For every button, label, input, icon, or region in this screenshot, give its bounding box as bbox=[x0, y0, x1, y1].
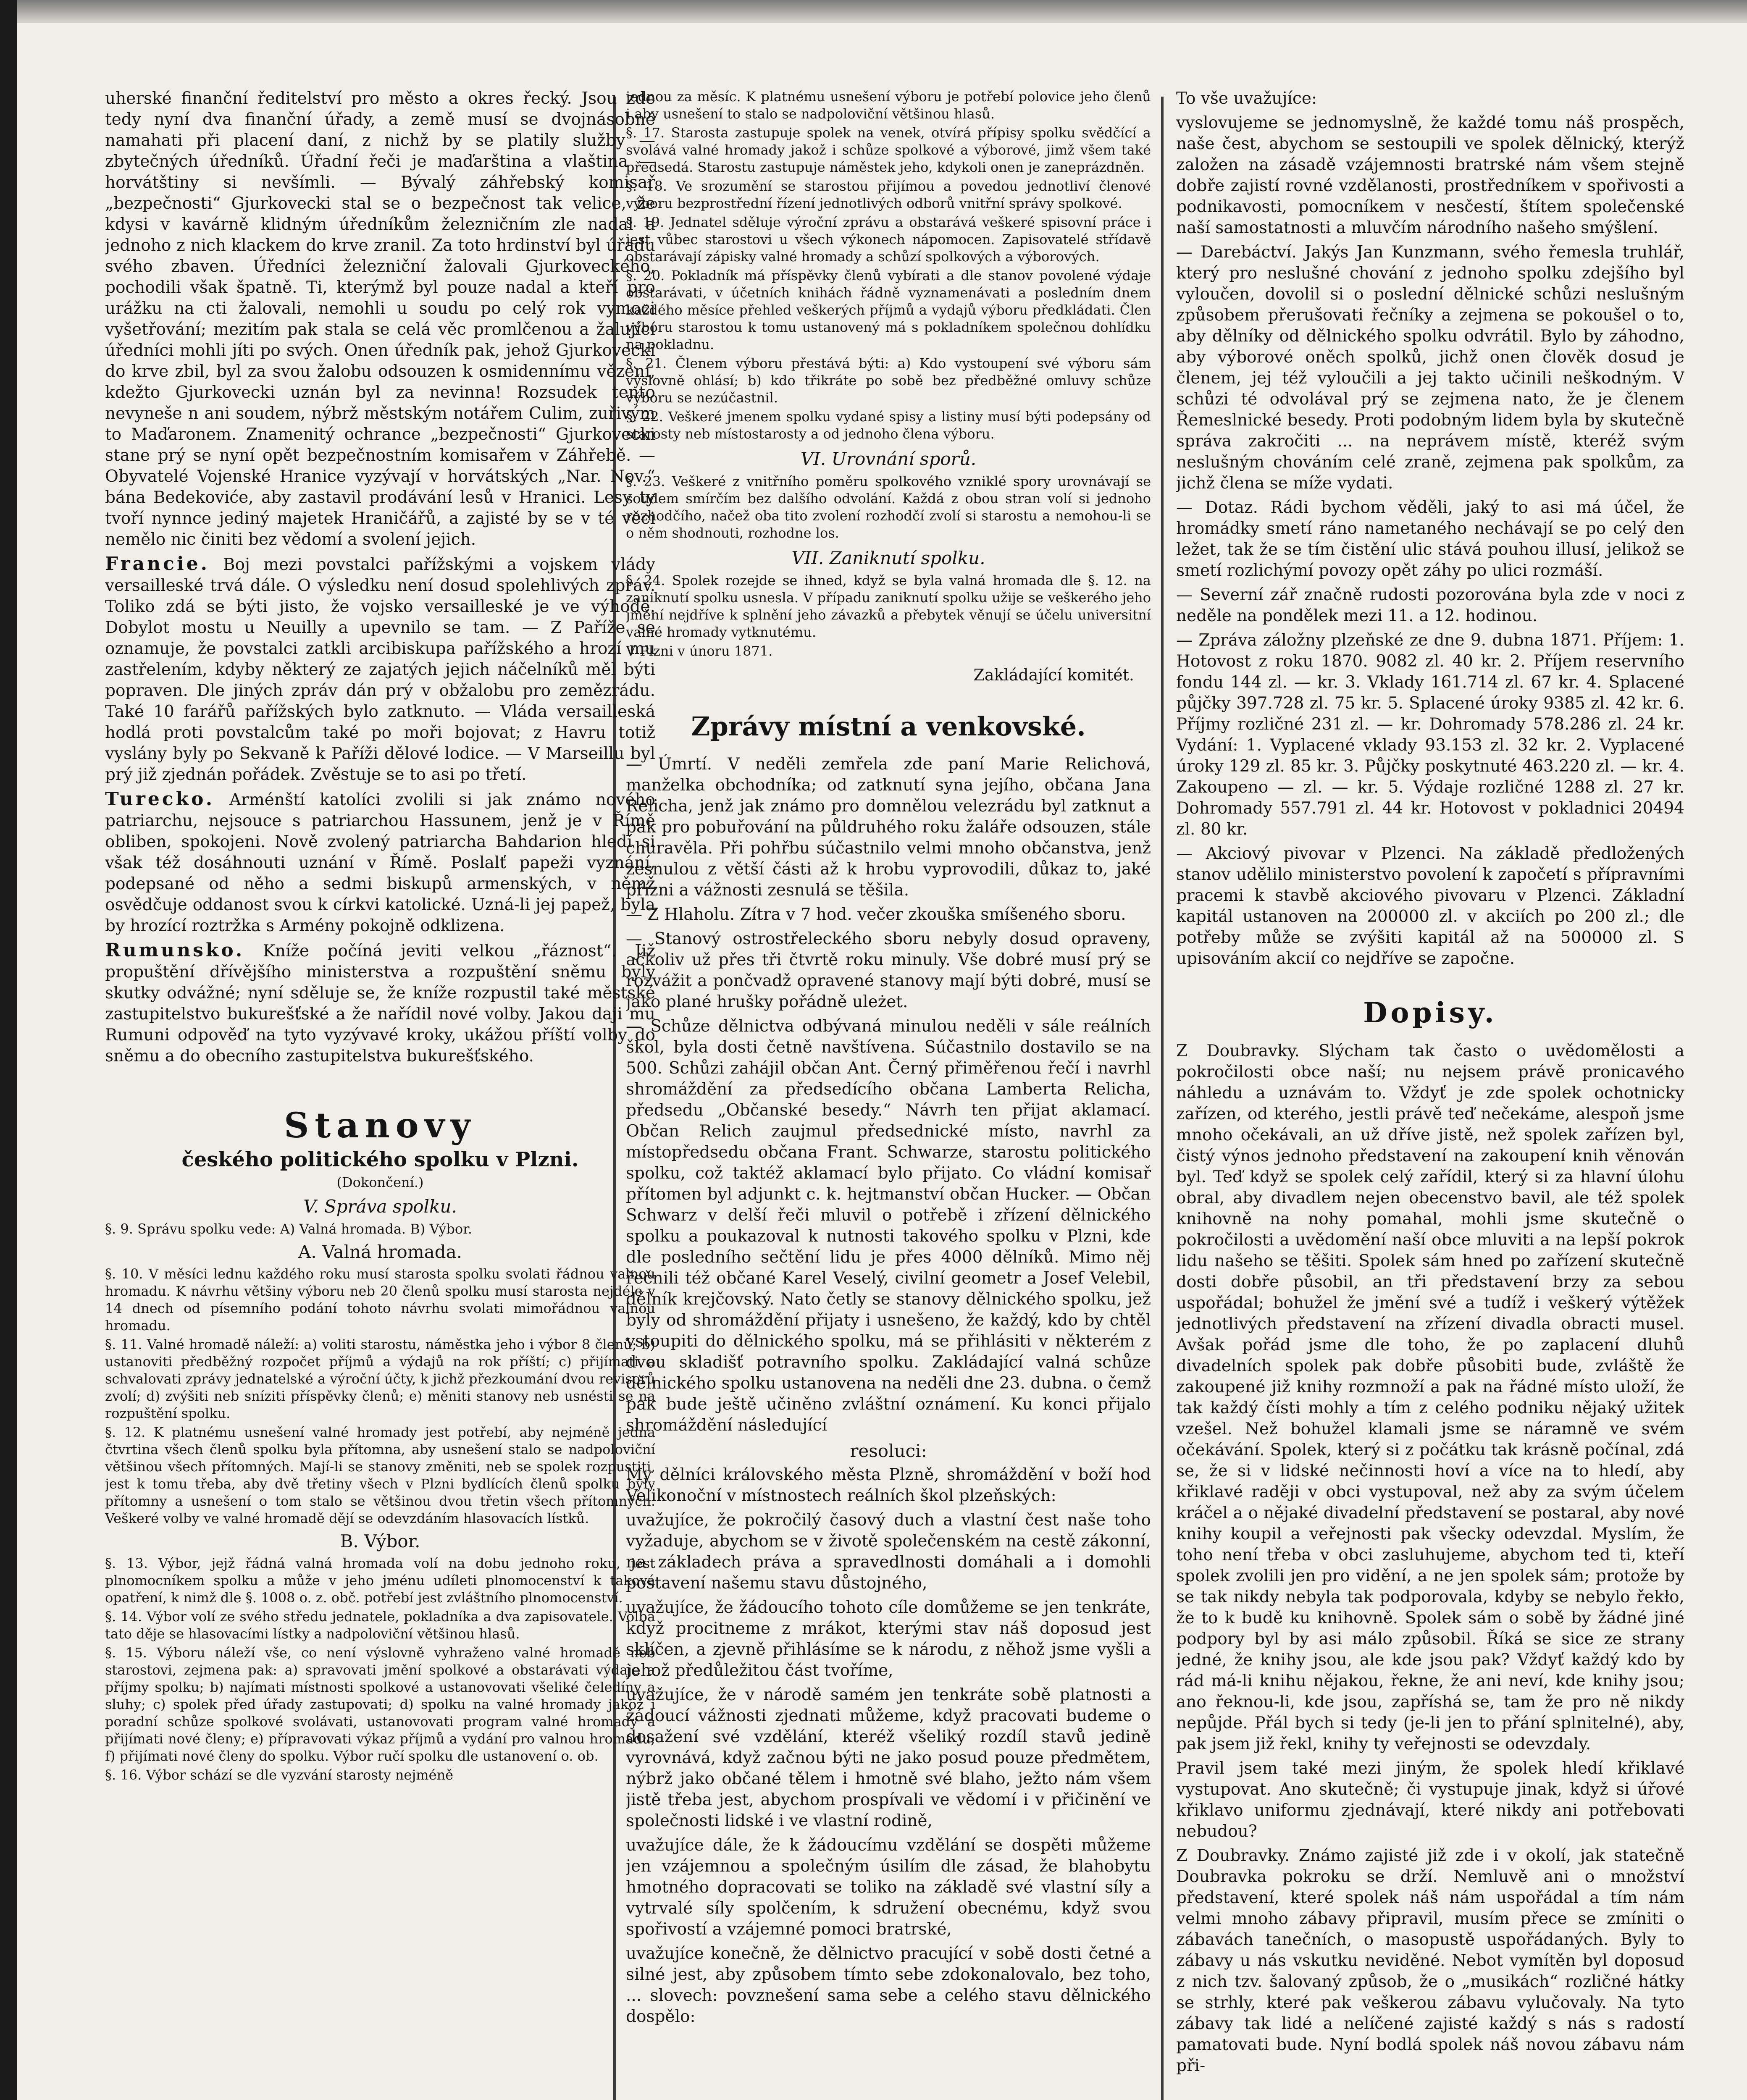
column-middle bbox=[626, 88, 1151, 2100]
paragraph-11: §. 11. Valné hromadě náleží: a) voliti starostu, náměstka jeho i výbor 8 členů; b) ustanoviti předběžný rozpočet příjmů a výdajů na rok příští; c) přijímati a schvalovati zprávy jednatelské a výroční účty, k jichž přezkoumání dvou revisorů zvolí; d) zvýšiti neb sníziti příspěvky členů; e) měniti stanovy neb usnésti se na rozpuštění spolku. bbox=[105, 1336, 655, 1421]
resolution-heading: resoluci: bbox=[850, 1441, 927, 1461]
heading-turkey: Turecko. bbox=[105, 788, 215, 810]
local-news-heading: Zprávy místní a venkovské. bbox=[691, 711, 1086, 742]
column-rule-2 bbox=[1161, 97, 1164, 2100]
resolution-intro: My dělníci královského města Plzně, shromáždění v boží hod Velikonoční v místnostech reálních škol plzeňských: bbox=[626, 1465, 1151, 1505]
statutes-signature: Zakládající komitét. bbox=[973, 666, 1134, 684]
resolution-point-3: uvažujíce, že v národě samém jen tenkráte sobě platnosti a žádoucí vážnosti zjednati můžeme, když pracovati budeme o dosažení své vzdělání, kteréž všeliký rozdíl stavů jedině vyrovnává, když začnou býti ne jako posud pouze předmětem, nýbrž jako občané tělem i hmotně své blaho, ježto nám všem jistě třeba jest, abychom prospívali ve vědomí i v přičinění ve společnosti lidské i ve vlastní rodině, bbox=[626, 1685, 1151, 1830]
resolution-point-1: uvažujíce, že pokročilý časový duch a vlastní čest naše toho vyžaduje, abychom se v životě společenském na cestě zákonní, na základech práva a spravedlnosti domáhali a i domohli postavení našemu stavu důstojného, bbox=[626, 1511, 1151, 1593]
scan-top-edge bbox=[0, 0, 1747, 23]
paragraph-20: §. 20. Pokladník má příspěvky členů vybírati a dle stanov povolené výdaje obstarávati, v účetních knihách řádně vyznamenávati a posledním dnem každého měsíce přehled veškerých příjmů a vydajů výboru předkládati. Člen výboru starostou k tomu ustanovený má s pokladníkem společnou dohlídku na pokladnu. bbox=[626, 268, 1151, 352]
statutes-title: Stanovy bbox=[284, 1105, 476, 1146]
section-6-title: VI. Urovnání sporů. bbox=[800, 449, 977, 469]
paragraph-13: §. 13. Výbor, jejž řádná valná hromada volí na dobu jednoho roku, jest plnomocníkem spolku a může v jeho jménu udíleti plnomocenství k taková opatření, k nimž dle §. 1008 o. z. obč. potřebí jest zvláštního plnomocenství. bbox=[105, 1555, 655, 1606]
letters-heading: Dopisy. bbox=[1363, 996, 1497, 1029]
resolution-point-2: uvažujíce, že žádoucího tohoto cíle domůžeme se jen tenkráte, když procitneme z mrákot, kterými stav náš doposud jest sklíčen, a zjevně přihlásíme se k národu, z něhož jsme vyšli a jehož předůležitou část tvoříme, bbox=[626, 1598, 1151, 1680]
statutes-subtitle: českého politického spolku v Plzni. bbox=[181, 1148, 579, 1171]
news-savings-bank-report: — Zpráva záložny plzeňské ze dne 9. dubna 1871. Příjem: 1. Hotovost z roku 1870. 9082 zl. 40 kr. 2. Příjem reservního fondu 144 zl. — kr. 3. Vklady 161.714 zl. 67 kr. 4. Splacené půjčky 397.728 zl. 75 kr. 5. Splacené úroky 9385 zl. 42 kr. 6. Příjmy rozličné 231 zl. — kr. Dohromady 578.286 zl. 24 kr. Vydání: 1. Vyplacené vklady 93.153 zl. 32 kr. 2. Vyplacené úroky 129 zl. 85 kr. 3. Půjčky poskytnuté 463.220 zl. — kr. 4. Zakoupeno — zl. — kr. 5. Výdaje rozličné 1288 zl. 27 kr. Dohromady 557.791 zl. 44 kr. Hotovost v pokladnici 20494 zl. 80 kr. bbox=[1176, 631, 1684, 839]
paragraph-10: §. 10. V měsíci lednu každého roku musí starosta spolku svolati řádnou valnou hromadu. K návrhu většiny výboru neb 20 členů spolku musí starosta nejdéle v 14 dnech od písemního podání tohoto návrhu svolati mimořádnou valnou hromadu. bbox=[105, 1266, 655, 1334]
paragraph-12: §. 12. K platnému usnešení valné hromady jest potřebí, aby nejméně jedna čtvrtina všech členů spolku byla přítomna, aby usnešení stalo se nadpoloviční většinou všech přítomných. Mají-li se stanovy změniti, neb se spolek rozpustiti, jest k tomu třeba, aby dvě třetiny všech v Plzni bydlících členů spolku byly přítomny a usnešení o tom stalo se většinou dvou třetin všech přítomných. Veškeré volby ve valné hromadě dějí se odevzdáním hlasovacích lístků. bbox=[105, 1424, 655, 1526]
news-shooters-statutes: — Stanový ostrostřeleckého sboru nebyly dosud opraveny, ačkoliv už přes tři čtvrtě roku minuly. Vše dobré musí prý se rozvážit a pončvadž opravené stanovy mají býti dobré, musí se jako plané hrušky pořádně uleżet. bbox=[626, 929, 1151, 1011]
letter-doubravka-1-cont: Pravil jsem také mezi jiným, že spolek hledí křiklavé vystupovat. Ano skutečně; či vystupuje jinak, když si úřové křiklavo uniformu zjednávají, které nikdy ani potřebovati nebudou? bbox=[1176, 1759, 1684, 1841]
news-brewery: — Akciový pivovar v Plzenci. Na základě předložených stanov udělilo ministerstvo povolení k započetí s přípravními pracemi k stavbě akciového pivovaru v Plzenci. Základní kapitál ustanoven na 200000 zl. v akciích po 200 zl.; dle potřeby může se zvýšiti kapitál až na 500000 zl. S upisováním akcií co nejdříve se započne. bbox=[1176, 844, 1684, 968]
section-5-title: V. Správa spolku. bbox=[303, 1196, 457, 1217]
news-hlahol: — Z Hlaholu. Zítra v 7 hod. večer zkouška smíšeného sboru. bbox=[626, 905, 1126, 924]
news-death: — Úmrtí. V neděli zemřela zde paní Marie Relichová, manželka obchodníka; od zatknutí syna jejího, občana Jana Relicha, jenž jak známo pro domnělou velezrádu byl zatknut a pak pro pobuřování na půldruhého roku žaláře odsouzen, stále churavěla. Při pohřbu súčastnilo velmi mnoho občanstva, jenž zesnulou z větší části až k hrobu vyprovodili, důkaz to, jaké přízni a vážnosti zesnulá se těšila. bbox=[626, 755, 1151, 900]
paragraph-15: §. 15. Výboru náleží vše, co není výslovně vyhraženo valné hromadě neb starostovi, zejmena pak: a) spravovati jmění spolkové a obstarávati výdaje a příjmy spolku; b) najímati místnosti spolkové a ustanovovati všeliké čeledíny a sluhy; c) spolek před úřady zastupovati; d) spolku na valné hromady jakož i poradní schůze spolkové svolávati, ustanovovati program valné hromady a přijímati nové členy; e) přípravovati výkaz příjmů a vydání pro valnou hromadu; f) přijímati nové členy do spolku. Výbor ručí spolku dle ustanovení o. ob. bbox=[105, 1645, 655, 1764]
paragraph-16: §. 16. Výbor schází se dle vyzvání starosty nejméně bbox=[105, 1767, 454, 1783]
paragraph-18: §. 18. Ve srozumění se starostou přijímou a povedou jednotliví členové výboru bezprostřední řízení jednotlivých odborů vnitřní správy spolkové. bbox=[626, 178, 1151, 211]
statutes-date: V Plzni v únoru 1871. bbox=[626, 643, 773, 659]
paragraph-21: §. 21. Členem výboru přestává býti: a) Kdo vystoupení své výboru sám výslovně ohlásí; b) kdo třikráte po sobě bez předběžné omluvy schůze výboru se nezúčastnil. bbox=[626, 355, 1151, 406]
heading-romania: Rumunsko. bbox=[105, 940, 245, 961]
paragraph-24: §. 24. Spolek rozejde se ihned, když se byla valná hromada dle §. 12. na zaniknutí spolku usnesla. V případu zaniknutí spolku užije se veškerého jeho jmění nejdříve k splnění jeho závazků a přebytek věnují se účelu universitní valné hromady vytknutému. bbox=[626, 572, 1151, 640]
text-france: Boj mezi povstalci pařížskými a vojskem vlády versailleské trvá dále. O výsledku není dosud spolehlivých zpráv. Toliko zdá se býti jisto, že vojsko versailleské je ve výhodě. Dobylot mostu u Neuilly a upevnilo se tam. — Z Paříže se oznamuje, že povstalci zatkli arcibiskupa pařížského a hrozí mu zastřelením, kdyby některý ze zajatých jejich náčelníků měl býti popraven. Dle jiných zpráv dán prý v obžalobu pro zemězrádu. Také 10 farářů pařížských bylo zatknuto. — Vláda versailleská hodlá proti povstalcům také po moři bojovat; z Havru totiž vyslány byly po Sekvaně k Paříži dělové lodice. — V Marseillu byl prý již zjednán pořádek. Zvěstuje se to asi po třetí. bbox=[105, 555, 655, 784]
statutes-note: (Dokončení.) bbox=[336, 1174, 424, 1190]
column-left bbox=[105, 88, 655, 2100]
paragraph-16-cont: jednou za měsíc. K platnému usnešení výboru je potřebí polovice jeho členů i aby usnešení to stalo se nadpoloviční většinou hlasů. bbox=[626, 89, 1151, 122]
heading-france: Francie. bbox=[105, 553, 210, 575]
news-dotaz: — Dotaz. Rádi bychom věděli, jaký to asi má účel, že hromádky smetí ráno nametaného nechávají se po celý den ležet, tak že se tím čistění ulic stává pouhou illusí, jelikož se smetí rozlichýmí povozy opět záhy po ulici rozmáší. bbox=[1176, 498, 1684, 580]
paragraph-17: §. 17. Starosta zastupuje spolek na venek, otvírá přípisy spolku svědčící a svolává valné hromady jakož i schůze spolkové a výborové, jimž všem také předsedá. Starostu zastupuje náměstek jeho, kdykoli onen je zaneprázdněn. bbox=[626, 125, 1151, 175]
paragraph-22: §. 22. Veškeré jmenem spolku vydané spisy a listiny musí býti podepsány od starosty neb místostarosty a od jednoho člena výboru. bbox=[626, 409, 1151, 442]
scan-left-edge bbox=[0, 0, 17, 2100]
letter-doubravka-2: Z Doubravky. Známo zajisté již zde i v okolí, jak statečně Doubravka pokroku se drží. Nemluvě ani o množství představení, které spolek náš nám uspořádal a tím nám velmi mnoho zábavy připravil, musím přece se zmíniti o zábavách tanečních, o masopustě uspořádaných. Byly to zábavy u nás vskutku neviděné. Nebot vymítěn byl doposud z nich tzv. šalovaný způsob, že o „musikách“ rozličné hátky se strhly, které pak veškerou zábavu vylučovaly. Na tyto zábavy tak lidé a nelíčené zajisté každý s nás s radostí pamatovati bude. Nyní bodlá spolek náš novou zábavu nám při- bbox=[1176, 1846, 1684, 2075]
news-darebactvi: — Darebáctví. Jakýs Jan Kunzmann, svého řemesla truhlář, který pro neslušné chování z jednoho spolku zdejšího byl vyloučen, dovolil si o poslední dělnické schůzi neslušným způsobem přerušovati řečníky a zejmena se pokoušel o to, aby dělníky od dělnického spolku odvrátil. Bylo by záhodno, aby výborové oněch spolků, jichž onen člověk dosud je členem, jej též vyloučili a jej takto učinili neškodným. V schůzi té odvolával prý se zejmena nato, že je členem Řemeslnické besedy. Proti podobným lidem byla by skutečně správa zakročiti ... na neprávem místě, kteréž svým neslušným chováním celé zraně, zejmena pak spolkům, za jichž člena se míže vydati. bbox=[1176, 243, 1684, 493]
resolution-point-4: uvažujíce dále, že k žádoucímu vzdělání se dospěti můžeme jen vzájemnou a společným úsilím dle zásad, že blahobytu hmotného dopracovati se toliko na základě své vlastní síly a vytrvalé síly spolčením, k sdružení obecnému, když svou spořivostí a vzájemné pomoci bratrské, bbox=[626, 1836, 1151, 1939]
article-romania bbox=[105, 940, 655, 1067]
paragraph-9: §. 9. Správu spolku vede: A) Valná hromada. B) Výbor. bbox=[105, 1221, 473, 1237]
news-northern-lights: — Severní zář značně rudosti pozorována byla zde v noci z neděle na pondělek mezi 11. a 12. hodinou. bbox=[1176, 585, 1684, 625]
paragraph-14: §. 14. Výbor volí ze svého středu jednatele, pokladníka a dva zapisovatele. Volba tato děje se hlasovacími lístky a nadpoloviční většinou hlasů. bbox=[105, 1609, 655, 1642]
paragraph-23: §. 23. Veškeré z vnitřního poměru spolkového vzniklé spory urovnávají se soudem smírčím bez dalšího odvolání. Každá z obou stran volí si jednoho rozhodčího, načež oba tito zvolení rozhodčí zvolí si starostu a nemohou-li se o něm shodnouti, rozhodne los. bbox=[626, 473, 1151, 541]
resolution-point-5: uvažujíce konečně, že dělnictvo pracující v sobě dosti četné a silné jest, aby způsobem tímto sebe zdokonalovalo, bez toho, ... slovech: povznešení sama sebe a celého stavu dělnického dospělo: bbox=[626, 1944, 1151, 2026]
article-france bbox=[105, 554, 655, 785]
subsection-a-title: A. Valná hromada. bbox=[298, 1242, 462, 1262]
news-workers-meeting: — Schůze dělnictva odbývaná minulou neděli v sále reálních škol, byla dosti četně navštívena. Súčastnilo dostavilo se na 500. Schůzi zahájil občan Ant. Černý přiměřenou řečí i navrhl shromáždění za předsedícího občana Lamberta Relicha, předsedu „Občanské besedy.“ Návrh ten přijat aklamací. Občan Relich zaujmul předsednické místo, navrhl za místopředsedu občana Frant. Schwarze, starostu politického spolku, což taktéž aklamací bylo přijato. Co vládní komisař přítomen byl adjunkt c. k. hejtmanství občan Hucker. — Občan Schwarz v delší řeči mluvil o potřebě i zřízení dělnického spolku a poukazoval k nutnosti takového spolku v Plzni, kde dle posledního sečtění lidu je přes 4000 dělníků. Mimo něj řečnili též občané Karel Veselý, civilní geometr a Josef Velebil, dělník krejčovský. Nato četly se stanovy dělnického spolku, jež byly od shromáždění přijaty i usnešeno, že každý, kdo by chtěl vstoupiti do dělnického spolku, má se přihlásiti v některém z dvou skladišť potravního spolku. Zakládající valná schůze dělnického spolku ustanovena na neděli dne 23. dubna. o čemž pak bude ještě učiněno zvláštní oznámení. Ku konci přijalo shromáždění následující bbox=[626, 1017, 1151, 1435]
text-romania: Kníže počíná jeviti velkou „řáznost“. Již propuštění dřívějšího ministerstva a rozpuštění sněmu byly skutky odvážné; nyní sděluje se, že kníže rozpustil také městské zastupitelstvo bukurešťské a že nařídil nové volby. Jakou daji mu Rumuni odpověď na tyto vyzývavé kroky, ukážou příští volby do sněmu a do obecního zastupitelstva bukurešťského. bbox=[105, 942, 655, 1066]
subsection-b-title: B. Výbor. bbox=[340, 1531, 420, 1551]
paragraph-19: §. 19. Jednatel sděluje výroční zprávu a obstarává veškeré spisovní práce i jest vůbec starostovi u všech výkonech nápomocen. Zapisovatelé střídavě obstarávají zápisky valné hromady a schůzí spolkových a výborových. bbox=[626, 214, 1151, 265]
letter-doubravka-1: Z Doubravky. Slýcham tak často o uvědomělosti a pokročilosti obce naší; nu nejsem právě pronicavého náhledu a uznávám to. Vždyť je zde spolek ochotnicky zařízen, od kterého, jestli právě teď nečekáme, alespoň jsme mnoho očekávali, an už dříve jistě, než spolek zařízen byl, čistý výnos jednoho představení na zakoupení knih věnován byl. Teď když se spolek celý zařídil, který si za hlavní úlohu obral, aby divadlem nejen obecenstvo bavil, ale též spolek knihovně na nohy pomahal, mohli jsme skutečně o pokročilosti a uvědomění naší obce mluviti a na lepší pokrok lidu našeho se těšiti. Spolek sám hned po zařízení skutečně dosti dobře působil, an tři představení brzy za sebou uspořádal; bohužel že jmění své a tudíž i veškerý výtěžek jednotlivých představení na zřízení divadla obracti musel. Avšak pořád jsme dle toho, že po zaplacení dluhů divadelních spolek pak dobře působiti bude, zvláště že zakoupené již knihy rozmnoží a pak na řádné místo uloží, že tak každý čísti mohly a tím z celého podniku nějaký užitek vzešel. Než bohužel klamali jsme se náramně ve svém očekávání. Spolek, který si z počátku tak krásně počínal, zdá se, že si v lidské nečinnosti hoví a více na to hledí, aby křiklavé raději v obci vystupoval, než aby za svým účelem kráčel a o nějaké divadelní představení se postaral, aby nové knihy koupil a veřejnosti pak všecky odevzdal. Myslím, že toho není třeba v obci zasluhujeme, abychom ted ti, kteří spolek zvolili jen pro vidění, a ne jen spolek sám; protože by se tak nikdy nebyla tak podporovala, kdyby se nebylo řekło, že to k budě ku knihovně. Spolek sám o sobě by žádné jiné podpory byl by asi málo způsobil. Říká se sice ze strany jedné, že knihy jsou, ale kde jsou pak? Vždyť každý kdo by rád má-li knihu nějakou, řekne, že ani neví, kde knihy jsou; ano řeknou-li, kde jsou, zapříshá se, tam že pro ně nikdy nepůjde. Přál bych si tedy (je-li jen to přání splnitelné), aby, pak jsem již řekl, knihy ty veřejnosti se odevzdaly. bbox=[1176, 1042, 1684, 1754]
resolution-conclusion: vyslovujeme se jednomyslně, že každé tomu náš prospěch, naše čest, abychom se sestoupili ve spolek dělnický, kterýž založen na zásadě vzájemnosti bratrské nám všem stejně dobře zajistí rovné vzdělanosti, prostředníkem v spořivosti a podnikavosti, pomocníkem v nesčestí, štítem společenské naší samostatnosti a mluvčím národního našeho smýšlení. bbox=[1176, 113, 1684, 237]
text-turkey: Arménští katolíci zvolili si jak známo nového patriarchu, nejsouce s patriarchou Hassunem, jenž je v Římě obliben, spokojeni. Nově zvolený patriarcha Bahdarion hledí si však též dosáhnouti uznání v Římě. Poslalť papeži vyznání, podepsané od něho a sedmi biskupů armenských, v němž osvědčuje oddanost svou k církvi katolické. Uzná-li jej papež, byla by hrozící roztržka s Armény pokojně odklizena. bbox=[105, 790, 655, 935]
column-right bbox=[1176, 88, 1684, 2100]
resolution-conclusion-head: To vše uvažujíce: bbox=[1176, 89, 1317, 108]
article-turkey bbox=[105, 789, 655, 937]
article-hungary-end: uherské finanční ředitelství pro město a okres řecký. Jsou zde tedy nyní dva finanční úřady, a země musí se dvojnásobně namahati při placení daní, z nichž by se platily služby — zbytečných úředníků. Úřadní řeči je maďarština a vlaština — horvátštiny si nevšímli. — Bývalý záhřebský komisař „bezpečnosti“ Gjurkovecki stal se o bezpečnost tak velice, že kdysi v kavárně klidným úředníkům železničním zle nadal a jednoho z nich klackem do krve zranil. Za toto hrdinství byl úřadu svého zbaven. Úředníci železniční žalovali Gjurkoveckého, pochodili však špatně. Ti, kterýmž byl pouze nadal a kteří pro urážku na cti žalovali, nemohli u soudu po celý rok vymoci vyšetřování; mezitím pak stala se celá věc promlčenou a žalující úředníci mohli jíti po svých. Onen úředník pak, jehož Gjurkovecki do krve zbil, byl za svou žalobu odsouzen k osmidennímu vězení, kdežto Gjurkovecki uznán byl za nevinna! Rozsudek tento nevyneše n ani soudem, nýbrž městským notářem Culim, zuřivým to Maďaronem. Znamenitý ochrance „bezpečnosti“ Gjurkovecki stane prý se nyní opět bezpečnostním komisařem v Záhřebě. — Obyvatelé Vojenské Hranice vyzývají v horvátských „Nar. Nov.“ bána Bedekoviće, aby zastavil prodávání lesů v Hranici. Lesy ty tvoří nynnce jediný majetek Hraničářů, a zajisté by se v té věci nemělo nic činiti bez vědomí a svolení jejich. bbox=[105, 89, 655, 549]
section-7-title: VII. Zaniknutí spolku. bbox=[791, 548, 985, 568]
